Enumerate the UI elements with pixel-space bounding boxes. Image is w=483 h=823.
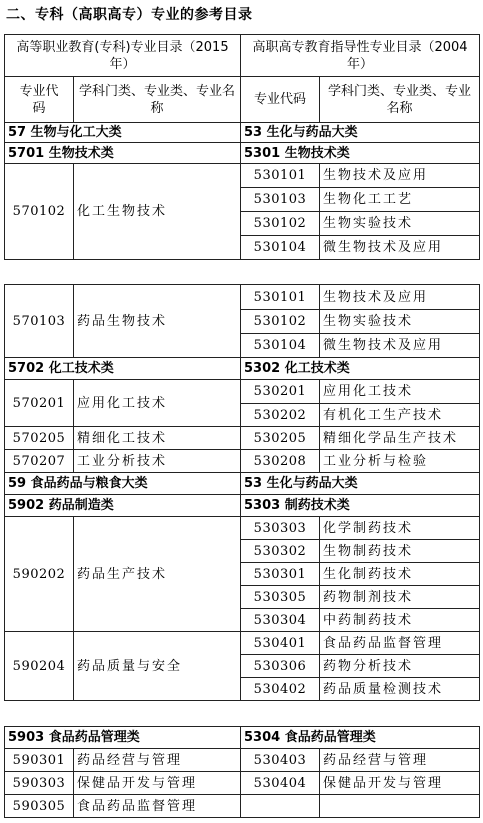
page-title: 二、专科（高职高专）专业的参考目录	[6, 7, 253, 23]
old-major-code: 530305	[241, 586, 320, 609]
old-major-code: 530201	[241, 380, 320, 404]
old-major-code: 530306	[241, 655, 320, 678]
old-major-code: 530104	[241, 334, 320, 358]
old-major-name: 精细化学品生产技术	[320, 427, 480, 450]
old-major-code: 530304	[241, 609, 320, 632]
header-name-2015: 学科门类、专业类、专业名称	[74, 77, 241, 123]
major-code: 570102	[5, 164, 74, 260]
old-major-code: 530403	[241, 749, 320, 772]
old-major-name: 微生物技术及应用	[320, 334, 480, 358]
old-major-name: 微生物技术及应用	[320, 236, 480, 260]
major-name: 药品生物技术	[74, 285, 241, 358]
old-major-code: 530302	[241, 540, 320, 563]
catalog-table-part-3	[4, 726, 480, 818]
subcategory-row: 5701 生物技术类	[5, 143, 241, 164]
old-major-name: 生物实验技术	[320, 212, 480, 236]
header-code-2015: 专业代 码	[5, 77, 74, 123]
old-major-code: 530101	[241, 164, 320, 188]
header-2004-catalog: 高职高专教育指导性专业目录（2004 年）	[241, 35, 480, 77]
subcategory-row: 5303 制药技术类	[241, 495, 480, 517]
subcategory-row: 5903 食品药品管理类	[5, 727, 241, 749]
header-name-2004: 学科门类、专业类、专业名称	[320, 77, 480, 123]
subcategory-row: 5301 生物技术类	[241, 143, 480, 164]
category-row: 53 生化与药品大类	[241, 473, 480, 495]
subcategory-row: 5702 化工技术类	[5, 358, 241, 380]
major-name: 保健品开发与管理	[74, 772, 241, 795]
old-major-name: 化学制药技术	[320, 517, 480, 540]
old-major-name: 药物制剂技术	[320, 586, 480, 609]
major-name: 工业分析技术	[74, 450, 241, 473]
subcategory-row: 5304 食品药品管理类	[241, 727, 480, 749]
major-code: 590202	[5, 517, 74, 632]
old-major-name: 生化制药技术	[320, 563, 480, 586]
old-major-name: 工业分析与检验	[320, 450, 480, 473]
old-major-code	[241, 795, 320, 818]
old-major-name	[320, 795, 480, 818]
old-major-name: 有机化工生产技术	[320, 404, 480, 427]
old-major-code: 530101	[241, 285, 320, 310]
major-name: 精细化工技术	[74, 427, 241, 450]
old-major-code: 530205	[241, 427, 320, 450]
major-code: 590204	[5, 632, 74, 701]
header-2015-catalog: 高等职业教育(专科)专业目录（2015 年）	[5, 35, 241, 77]
catalog-table-part-1	[4, 34, 480, 260]
old-major-name: 生物实验技术	[320, 310, 480, 334]
subcategory-row: 5902 药品制造类	[5, 495, 241, 517]
old-major-name: 生物制药技术	[320, 540, 480, 563]
old-major-code: 530208	[241, 450, 320, 473]
major-code: 590305	[5, 795, 74, 818]
old-major-name: 中药制药技术	[320, 609, 480, 632]
old-major-code: 530102	[241, 310, 320, 334]
old-major-code: 530202	[241, 404, 320, 427]
major-code: 590303	[5, 772, 74, 795]
old-major-code: 530102	[241, 212, 320, 236]
old-major-code: 530301	[241, 563, 320, 586]
major-name: 化工生物技术	[74, 164, 241, 260]
old-major-name: 药品质量检测技术	[320, 678, 480, 701]
category-row: 57 生物与化工大类	[5, 123, 241, 143]
subcategory-row: 5302 化工技术类	[241, 358, 480, 380]
major-code: 570201	[5, 380, 74, 427]
major-name: 药品生产技术	[74, 517, 241, 632]
old-major-name: 食品药品监督管理	[320, 632, 480, 655]
old-major-code: 530303	[241, 517, 320, 540]
major-name: 应用化工技术	[74, 380, 241, 427]
catalog-table-part-2	[4, 284, 480, 701]
old-major-code: 530402	[241, 678, 320, 701]
old-major-name: 生物技术及应用	[320, 164, 480, 188]
major-code: 570207	[5, 450, 74, 473]
old-major-name: 药品经营与管理	[320, 749, 480, 772]
major-code: 590301	[5, 749, 74, 772]
category-row: 53 生化与药品大类	[241, 123, 480, 143]
old-major-name: 生物化工工艺	[320, 188, 480, 212]
old-major-code: 530103	[241, 188, 320, 212]
old-major-code: 530104	[241, 236, 320, 260]
major-name: 药品质量与安全	[74, 632, 241, 701]
header-code-2004: 专业代码	[241, 77, 320, 123]
old-major-code: 530401	[241, 632, 320, 655]
old-major-code: 530404	[241, 772, 320, 795]
major-code: 570205	[5, 427, 74, 450]
old-major-name: 应用化工技术	[320, 380, 480, 404]
old-major-name: 生物技术及应用	[320, 285, 480, 310]
major-name: 食品药品监督管理	[74, 795, 241, 818]
major-code: 570103	[5, 285, 74, 358]
major-name: 药品经营与管理	[74, 749, 241, 772]
category-row: 59 食品药品与粮食大类	[5, 473, 241, 495]
old-major-name: 保健品开发与管理	[320, 772, 480, 795]
old-major-name: 药物分析技术	[320, 655, 480, 678]
